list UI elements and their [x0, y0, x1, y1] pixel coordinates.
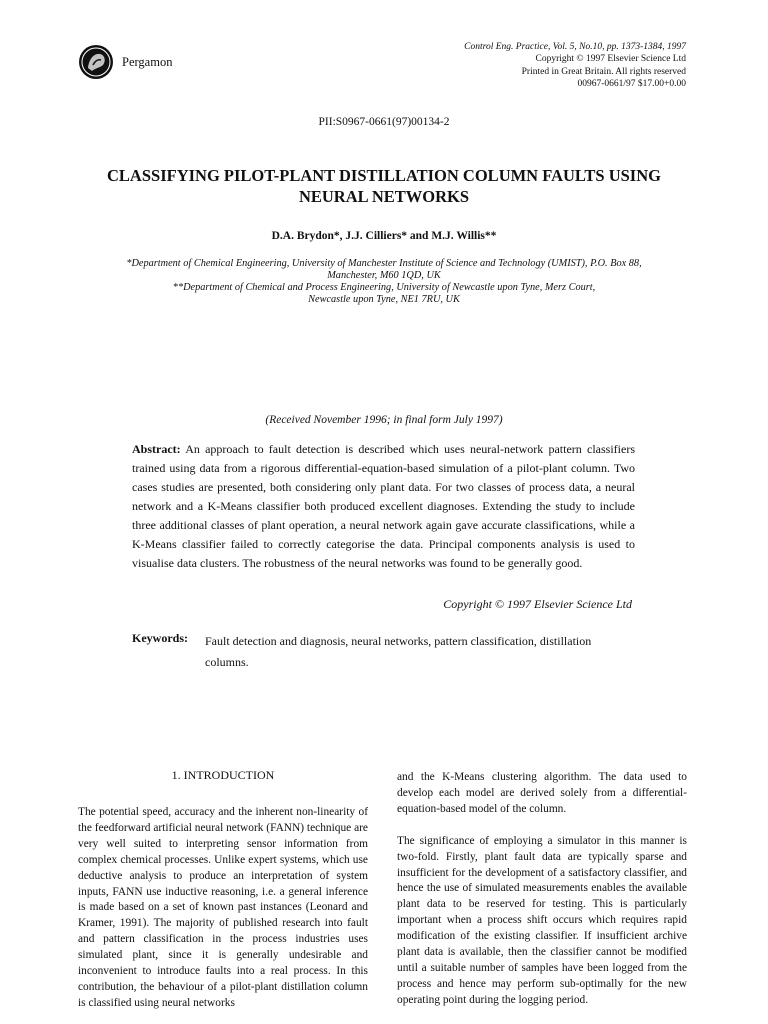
pergamon-logo-icon [78, 44, 114, 80]
left-column [78, 805, 368, 1012]
abstract [132, 440, 635, 573]
journal-issn: 00967-0661/97 $17.00+0.00 [577, 78, 686, 89]
received-dates: (Received November 1996; in final form July 1997) [265, 414, 503, 426]
authors: D.A. Brydon*, J.J. Cilliers* and M.J. Willis** [271, 230, 497, 242]
paper-title [60, 165, 708, 207]
paragraph: The significance of employing a simulator in this manner is two-fold. Firstly, plant fault data are typically sparse and insufficient for the development of a satisfactory classifier, and hence the use of simulated measurements enables the available plant data to be reserved for testing. This is particularly important when a process shift occurs which requires rapid modification of the existing classifier. If insufficient archive plant data is available, then the classifier cannot be modified until a suitable number of samples have been logged from the process and hence may perform sub-optimally for the new operating point during the logging period. [397, 834, 687, 1006]
affiliation-line: Manchester, M60 1QD, UK [327, 270, 441, 281]
title-line: CLASSIFYING PILOT-PLANT DISTILLATION COLUMN FAULTS USING [107, 166, 661, 185]
paragraph: The potential speed, accuracy and the inherent non-linearity of the feedforward artificial neural network (FANN) technique are very well suited to interpreting sensor information from complex chemical processes. Unlike expert systems, which use deductive analysis to produce an interpretation of system inputs, FANN use inductive reasoning, i.e. a general inference is made based on a set of known past instances (Leonard and Kramer, 1991). The majority of published research into fault and pattern classification in the process industries uses simulated plant, since it is generally undesirable and inconvenient to introduce faults into a real process. In this contribution, the behaviour of a pilot-plant distillation column is classified using neural networks [78, 806, 368, 1009]
affiliation-line: Newcastle upon Tyne, NE1 7RU, UK [308, 294, 460, 305]
abstract-label: Abstract: [132, 442, 181, 456]
journal-citation: Control Eng. Practice, Vol. 5, No.10, pp. 1373-1384, 1997 [464, 42, 686, 52]
journal-printed: Printed in Great Britain. All rights reserved [521, 66, 686, 77]
affiliations [60, 258, 708, 306]
pii: PII:S0967-0661(97)00134-2 [318, 116, 450, 128]
paragraph: and the K-Means clustering algorithm. The data used to develop each model are derived solely from a differential-equation-based model of the column. [397, 771, 687, 815]
journal-copyright: Copyright © 1997 Elsevier Science Ltd [535, 54, 686, 65]
section-heading: 1. INTRODUCTION [171, 768, 275, 782]
journal-info [464, 41, 686, 90]
publisher-name: Pergamon [122, 55, 173, 69]
keywords-label: Keywords: [132, 631, 188, 645]
keywords-text: Fault detection and diagnosis, neural networks, pattern classification, distillation columns. [205, 634, 592, 669]
right-column [397, 770, 687, 1009]
affiliation-line: *Department of Chemical Engineering, University of Manchester Institute of Science and Technology (UMIST), P.O. Box 88, [126, 258, 642, 269]
affiliation-line: **Department of Chemical and Process Engineering, University of Newcastle upon Tyne, Merz Court, [172, 282, 596, 293]
abstract-copyright: Copyright © 1997 Elsevier Science Ltd [443, 597, 632, 611]
title-line: NEURAL NETWORKS [298, 187, 470, 206]
abstract-text: An approach to fault detection is described which uses neural-network pattern classifiers trained using data from a rigorous differential-equation-based simulation of a pilot-plant column. Two cases studies are presented, both considering only plant data. For two classes of process data, a neural network and a K-Means classifier both produced excellent diagnoses. Extending the study to include three additional classes of plant operation, a neural network again gave accurate classifications, while a K-Means classifier failed to correctly categorise the data. Principal components analysis is used to visualise data clusters. The robustness of the neural networks was found to be generally good. [132, 442, 635, 570]
